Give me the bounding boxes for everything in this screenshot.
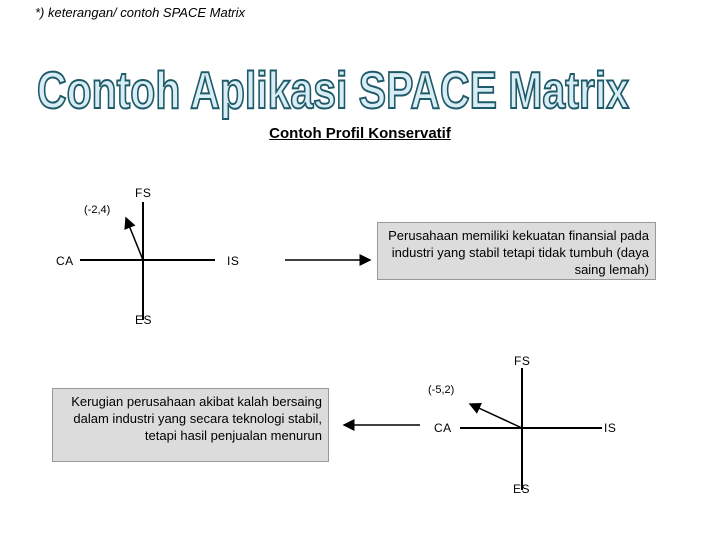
top-fs-label: FS: [135, 186, 152, 200]
top-ca-label: CA: [56, 254, 74, 268]
bottom-vector-arrow: [470, 404, 522, 428]
top-coordinate-label: (-2,4): [84, 204, 111, 216]
page-title: Contoh Aplikasi SPACE Matrix: [37, 62, 630, 120]
bottom-es-label: ES: [513, 482, 531, 496]
top-vector-arrow: [126, 218, 143, 260]
bottom-fs-label: FS: [514, 354, 531, 368]
bottom-is-label: IS: [604, 421, 617, 435]
note-text: *) keterangan/ contoh SPACE Matrix: [35, 5, 246, 20]
bottom-ca-label: CA: [434, 421, 452, 435]
top-is-label: IS: [227, 254, 240, 268]
bottom-description-box: Kerugian perusahaan akibat kalah bersaing dalam industri yang secara teknologi stabil, tetapi hasil penjualan menurun: [52, 388, 329, 462]
top-description-box: Perusahaan memiliki kekuatan finansial pada industri yang stabil tetapi tidak tumbuh (daya saing lemah): [377, 222, 656, 280]
top-es-label: ES: [135, 313, 153, 327]
bottom-coordinate-label: (-5,2): [428, 384, 455, 396]
subtitle: Contoh Profil Konservatif: [269, 125, 451, 142]
